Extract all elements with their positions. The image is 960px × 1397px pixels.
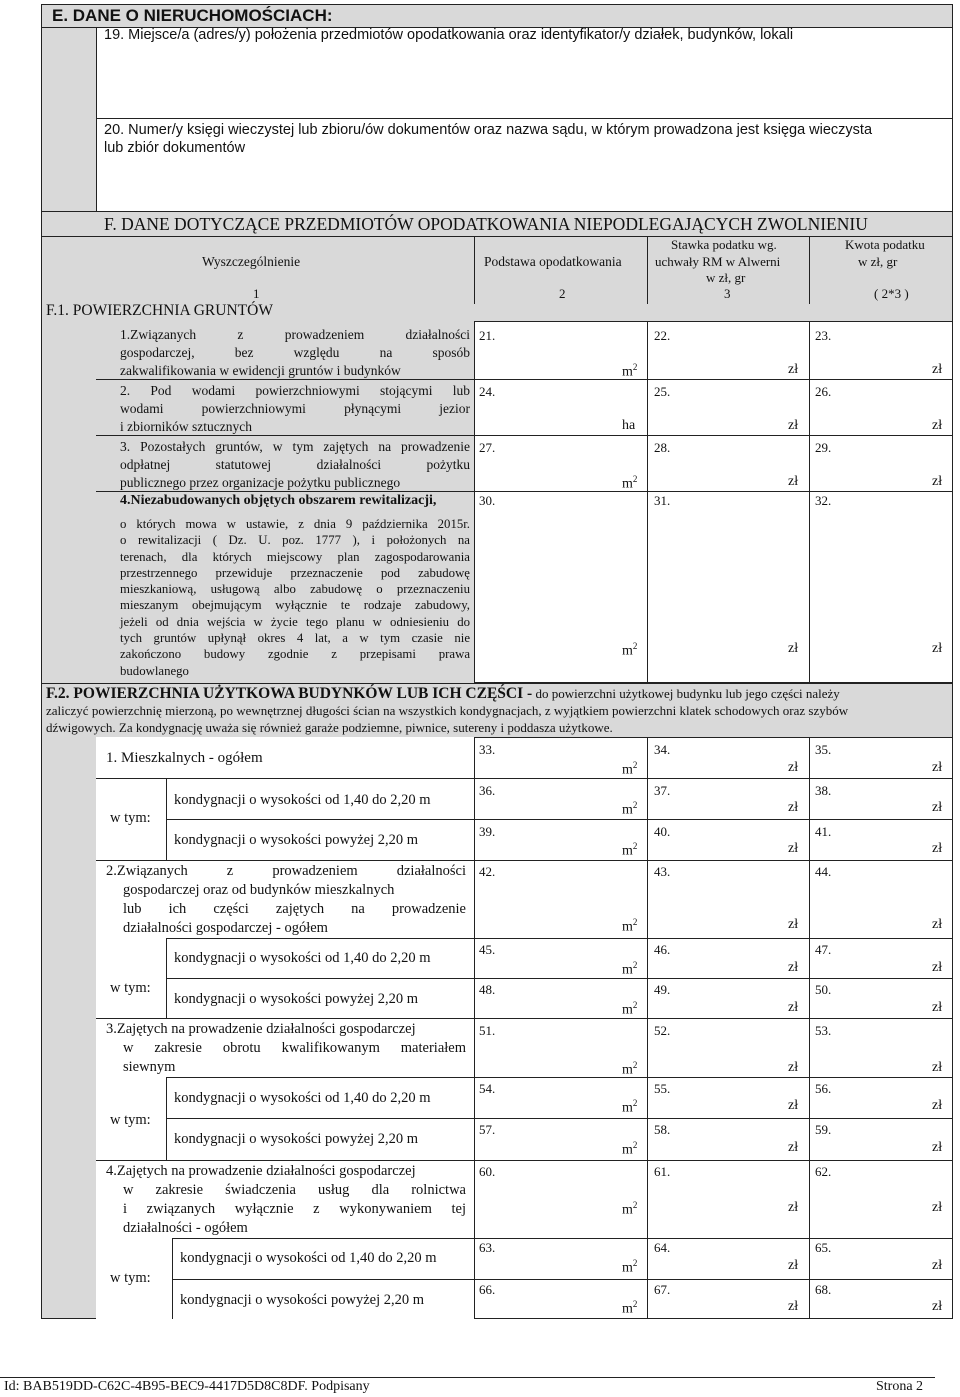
unit-base: [622, 1060, 637, 1079]
field-number: 33.: [479, 742, 496, 757]
field-number: 61.: [654, 1164, 671, 1179]
unit-currency: zł: [932, 1299, 943, 1314]
field-number: 54.: [479, 1081, 496, 1096]
unit-base: [622, 1098, 637, 1117]
unit-m: m: [622, 919, 633, 935]
f2-g3-line3: siewnym: [123, 1059, 176, 1075]
field-number: 67.: [654, 1282, 671, 1297]
unit-m: m: [622, 1100, 633, 1116]
field-number: 38.: [815, 783, 832, 798]
field-number: 26.: [815, 384, 832, 399]
unit-sup: 2: [632, 362, 638, 372]
unit-sup: 2: [632, 1060, 638, 1070]
field-19-label: 19. Miejsce/a (adres/y) położenia przedmiotów opodatkowania oraz identyfikator/y działek, budynków, lokali: [104, 27, 794, 43]
f1-row2-line3: i zbiorników sztucznych: [120, 419, 252, 434]
f2-g4-line3: i związanych wyłącznie z wykonywaniem tej: [123, 1201, 466, 1217]
footer-rule: [0, 1377, 935, 1378]
f1-row4-line7: jeżeli od dnia wejścia w życie tego planu w odniesieniu do: [120, 614, 470, 629]
field-number: 29.: [815, 440, 832, 455]
unit-sup: 2: [632, 1098, 638, 1108]
unit-currency: zł: [932, 1060, 943, 1075]
f1-row2-line2: wodami powierzchniowymi płynącymi jezior: [120, 401, 470, 416]
unit-currency: zł: [788, 418, 799, 433]
unit-currency: zł: [932, 841, 943, 856]
f2-g2-line2: gospodarczej oraz od budynków mieszkalnych: [123, 882, 395, 898]
f1-row1-line2: gospodarczej, bez względu na sposób: [120, 345, 470, 360]
unit-m: m: [622, 762, 633, 778]
f2-g4-sep: [172, 1238, 953, 1239]
field-number: 57.: [479, 1122, 496, 1137]
unit-currency: zł: [932, 474, 943, 489]
unit-sup: 2: [632, 1000, 638, 1010]
f1-row2-line1: 2. Pod wodami powierzchniowymi stojącymi lub: [120, 383, 470, 398]
field-number: 21.: [479, 328, 496, 343]
header-col2: Podstawa opodatkowania: [484, 254, 622, 269]
field-number: 41.: [815, 824, 832, 839]
field-number: 63.: [479, 1240, 496, 1255]
f1-input-area: [474, 321, 953, 683]
field-number: 40.: [654, 824, 671, 839]
unit-sup: 2: [632, 960, 638, 970]
f2-g3-top: [96, 1018, 953, 1019]
unit-sup: 2: [632, 641, 638, 651]
f2-g1-sub-sep: [166, 819, 953, 820]
f2-g2-line3: lub ich części zajętych na prowadzenie: [123, 901, 466, 917]
f2-g2-line4: działalności gospodarczej - ogółem: [123, 920, 328, 936]
unit-m: m: [622, 1142, 633, 1158]
header-divider-1: [474, 236, 475, 304]
f2-g3-sub-sep: [166, 1118, 953, 1119]
unit-currency: zł: [788, 917, 799, 932]
unit-base: [622, 800, 637, 819]
field-number: 43.: [654, 864, 671, 879]
unit-currency: zł: [788, 362, 799, 377]
unit-m: m: [622, 476, 633, 492]
f1-row1-line1: 1.Związanych z prowadzeniem działalności: [120, 327, 470, 342]
f1-row4-line6: mieszanym obejmującym wyłącznie te rodzaje zabudowy,: [120, 598, 470, 613]
unit-sup: 2: [632, 1140, 638, 1150]
f2-input-area: [474, 737, 953, 1319]
f1-col-line-1: [647, 321, 648, 683]
unit-currency: zł: [932, 760, 943, 775]
f1-row3-line1: 3. Pozostałych gruntów, w tym zajętych na prowadzenie: [120, 439, 470, 454]
f2-g4-top: [96, 1160, 953, 1161]
f2-g3-line1: 3.Zajętych na prowadzenie działalności gospodarczej: [106, 1021, 416, 1037]
field-number: 22.: [654, 328, 671, 343]
unit-currency: zł: [788, 960, 799, 975]
f1-row3-line2: odpłatnej statutowej działalności pożytku: [120, 457, 470, 472]
f1-bottom-line: [41, 683, 953, 684]
unit-base: [622, 1258, 637, 1277]
unit-sup: 2: [632, 1258, 638, 1268]
field-number: 39.: [479, 824, 496, 839]
header-col3-l1: Stawka podatku wg.: [671, 237, 777, 252]
colnum-3: 3: [724, 286, 731, 301]
f2-col-line-2: [809, 737, 810, 1319]
f1-row-line-2: [474, 435, 953, 436]
unit-base: [622, 917, 637, 936]
f2-g4-label: [106, 1162, 466, 1238]
unit-sup: 2: [632, 760, 638, 770]
f1-row4-body: [120, 516, 470, 679]
unit-currency: zł: [932, 1258, 943, 1273]
unit-currency: zł: [932, 1098, 943, 1113]
f2-g1-label: 1. Mieszkalnych - ogółem: [106, 750, 263, 766]
f1-row1-label: [120, 326, 470, 380]
unit-currency: zł: [932, 1140, 943, 1155]
field-number: 35.: [815, 742, 832, 757]
f1-row2-label: [120, 382, 470, 436]
header-col4-l2: w zł, gr: [858, 254, 898, 269]
header-divider-3: [809, 236, 810, 304]
field-number: 31.: [654, 493, 671, 508]
f2-g2-sub-high: kondygnacji o wysokości powyżej 2,20 m: [174, 991, 419, 1007]
header-divider-2: [647, 236, 648, 304]
unit-currency: zł: [788, 800, 799, 815]
unit-sup: 2: [632, 917, 638, 927]
unit-m: m: [622, 1002, 633, 1018]
unit-m: m: [622, 1202, 633, 1218]
f1-row4-title: 4.Niezabudowanych objętych obszarem rewitalizacji,: [120, 493, 437, 508]
field-number: 55.: [654, 1081, 671, 1096]
field-number: 49.: [654, 982, 671, 997]
f2-g3-wtym: w tym:: [110, 1112, 151, 1128]
unit-currency: zł: [788, 474, 799, 489]
f2-g1-wtym: w tym:: [110, 810, 151, 826]
colnum-4: ( 2*3 ): [874, 286, 909, 301]
f2-g2-label: [106, 862, 466, 938]
unit-sup: 2: [632, 474, 638, 484]
field-number: 25.: [654, 384, 671, 399]
f2-g2-line1: 2.Związanych z prowadzeniem działalności: [106, 863, 466, 879]
f1-row4-line8: tych gruntów upłynął okres 4 lat, a w tym czasie nie: [120, 631, 470, 646]
f1-row4-line3: terenach, dla których miejscowy plan zagospodarowania: [120, 549, 470, 564]
unit-base: [622, 474, 637, 493]
f2-intro-b: zaliczyć powierzchnię mierzoną, po wewnętrznej długości ścian na wszystkich kondygnacjach, z wyjątkiem powierzchni klatek schodowych oraz szybów: [46, 703, 849, 718]
f2-g4-sub-sep: [172, 1279, 953, 1280]
unit-currency: zł: [788, 1060, 799, 1075]
field-number: 27.: [479, 440, 496, 455]
unit-base: [622, 760, 637, 779]
footer-page: Strona 2: [876, 1379, 924, 1394]
unit-m: m: [622, 843, 633, 859]
field-number: 46.: [654, 942, 671, 957]
unit-currency: zł: [932, 960, 943, 975]
unit-sup: 2: [632, 1299, 638, 1309]
f1-sep-1: [96, 379, 474, 380]
f1-col-line-2: [809, 321, 810, 683]
unit-currency: zł: [932, 1200, 943, 1215]
header-top-line: [41, 236, 953, 237]
field-number: 34.: [654, 742, 671, 757]
footer-id: Id: BAB519DD-C62C-4B95-BEC9-4417D5D8C8DF. Podpisany: [4, 1379, 370, 1394]
f1-sep-2: [96, 435, 474, 436]
f1-row3-label: [120, 438, 470, 492]
unit-base: [622, 1140, 637, 1159]
f2-g2-top: [96, 860, 953, 861]
f2-g4-line1: 4.Zajętych na prowadzenie działalności gospodarczej: [106, 1163, 416, 1179]
field-number: 58.: [654, 1122, 671, 1137]
f2-g3-label: [106, 1020, 466, 1077]
f2-g2-sub-low: kondygnacji o wysokości od 1,40 do 2,20 m: [174, 950, 431, 966]
field-number: 53.: [815, 1023, 832, 1038]
unit-m: m: [622, 962, 633, 978]
field-number: 65.: [815, 1240, 832, 1255]
f1-row-line-3: [474, 491, 953, 492]
field-number: 66.: [479, 1282, 496, 1297]
unit-currency: zł: [932, 917, 943, 932]
unit-sup: 2: [632, 800, 638, 810]
unit-m: m: [622, 643, 633, 659]
unit-currency: zł: [788, 841, 799, 856]
unit-sup: 2: [632, 1200, 638, 1210]
colnum-2: 2: [559, 286, 566, 301]
unit-currency: zł: [788, 1200, 799, 1215]
unit-currency: zł: [788, 1140, 799, 1155]
f1-title: F.1. POWIERZCHNIA GRUNTÓW: [46, 302, 273, 319]
header-col1: Wyszczególnienie: [202, 254, 301, 269]
f2-g1-sub-low: kondygnacji o wysokości od 1,40 do 2,20 m: [174, 792, 431, 808]
f1-row4-line2: o rewitalizacji ( Dz. U. poz. 1777 ), i położonych na: [120, 533, 470, 548]
unit-base: [622, 960, 637, 979]
field-20-label-line1: 20. Numer/y księgi wieczystej lub zbioru/ów dokumentów oraz nazwa sądu, w którym prowadzona jest księga wieczysta: [104, 122, 873, 138]
field-number: 64.: [654, 1240, 671, 1255]
field-number: 56.: [815, 1081, 832, 1096]
unit-base: [622, 641, 637, 660]
f1-row4-line10: budowlanego: [120, 663, 189, 678]
header-col4-l1: Kwota podatku: [845, 237, 925, 252]
field-number: 62.: [815, 1164, 832, 1179]
f2-g3-sub-low: kondygnacji o wysokości od 1,40 do 2,20 m: [174, 1090, 431, 1106]
field-number: 42.: [479, 864, 496, 879]
unit-base: [622, 841, 637, 860]
field-number: 23.: [815, 328, 832, 343]
f1-row3-line3: publicznego przez organizacje pożytku publicznego: [120, 475, 401, 490]
colnum-1: 1: [253, 286, 260, 301]
field-number: 52.: [654, 1023, 671, 1038]
unit-m: m: [622, 802, 633, 818]
f2-intro-c: dźwigowych. Za kondygnację uważa się również garaże podziemne, piwnice, sutereny i poddasza użytkowe.: [46, 720, 613, 735]
f2-g4-sub-high: kondygnacji o wysokości powyżej 2,20 m: [180, 1292, 425, 1308]
f1-row4-line4: przestrzennego przewiduje przeznaczenie pod zabudowę: [120, 565, 470, 580]
unit-currency: zł: [932, 641, 943, 656]
header-col3-l2: uchwały RM w Alwerni: [655, 254, 781, 269]
field-number: 48.: [479, 982, 496, 997]
field-number: 30.: [479, 493, 496, 508]
f2-intro-a: do powierzchni użytkowej budynku lub jego części należy: [532, 686, 840, 701]
unit-currency: zł: [932, 800, 943, 815]
field-number: 59.: [815, 1122, 832, 1137]
unit-m: m: [622, 364, 633, 380]
unit-currency: zł: [932, 362, 943, 377]
field-number: 37.: [654, 783, 671, 798]
field-number: 44.: [815, 864, 832, 879]
f2-g4-wtym: w tym:: [110, 1270, 151, 1286]
f2-g2-wtym: w tym:: [110, 980, 151, 996]
f2-intro: [46, 685, 950, 736]
field-number: 50.: [815, 982, 832, 997]
f1-row-line-1: [474, 379, 953, 380]
f2-g4-line4: działalności - ogółem: [123, 1220, 248, 1236]
f2-g2-sep: [166, 938, 953, 939]
unit-sup: 2: [632, 841, 638, 851]
f2-g3-sub-high: kondygnacji o wysokości powyżej 2,20 m: [174, 1131, 419, 1147]
section-e-title: E. DANE O NIERUCHOMOŚCIACH:: [52, 6, 333, 25]
unit-currency: zł: [788, 1098, 799, 1113]
field-20-label-line2: lub zbiór dokumentów: [104, 140, 246, 156]
field-number: 45.: [479, 942, 496, 957]
f1-row4-line9: zakończono budowy zgodnie z przepisami prawa: [120, 647, 470, 662]
field-number: 68.: [815, 1282, 832, 1297]
unit-base: ha: [622, 418, 636, 433]
f2-g4-sub-low: kondygnacji o wysokości od 1,40 do 2,20 m: [180, 1250, 437, 1266]
f2-g1-sub-high: kondygnacji o wysokości powyżej 2,20 m: [174, 832, 419, 848]
unit-currency: zł: [788, 641, 799, 656]
f2-g3-line2: w zakresie obrotu kwalifikowanym materiałem: [123, 1040, 466, 1056]
unit-currency: zł: [932, 1000, 943, 1015]
unit-base: [622, 362, 637, 381]
unit-base: [622, 1000, 637, 1019]
f2-title: F.2. POWIERZCHNIA UŻYTKOWA BUDYNKÓW LUB ICH CZĘŚCI -: [46, 685, 533, 702]
unit-m: m: [622, 1260, 633, 1276]
unit-currency: zł: [788, 1299, 799, 1314]
section-e-left-strip: [41, 27, 97, 212]
unit-currency: zł: [788, 760, 799, 775]
field-number: 28.: [654, 440, 671, 455]
unit-currency: zł: [932, 418, 943, 433]
field-number: 47.: [815, 942, 832, 957]
unit-currency: zł: [788, 1258, 799, 1273]
f2-g2-sub-sep: [166, 978, 953, 979]
f1-row4-line1: o których mowa w ustawie, z dnia 9 października 2015r.: [120, 517, 470, 531]
unit-base: [622, 1200, 637, 1219]
field-number: 51.: [479, 1023, 496, 1038]
f2-g3-sep: [166, 1077, 953, 1078]
f1-row4-line5: mieszkaniową, usługową albo zabudowę o przeznaczeniu: [120, 582, 470, 597]
section-f-title: F. DANE DOTYCZĄCE PRZEDMIOTÓW OPODATKOWANIA NIEPODLEGAJĄCYCH ZWOLNIENIU: [104, 214, 868, 234]
header-col3-l3: w zł, gr: [706, 270, 746, 285]
f2-g4-line2: w zakresie świadczenia usług dla rolnictwa: [123, 1182, 466, 1198]
f1-row1-line3: zakwalifikowania w ewidencji gruntów i budynków: [120, 363, 401, 378]
f2-g1-sep: [96, 778, 953, 779]
field-number: 24.: [479, 384, 496, 399]
field-number: 32.: [815, 493, 832, 508]
f2-col-line-1: [647, 737, 648, 1319]
field-number: 60.: [479, 1164, 496, 1179]
field-number: 36.: [479, 783, 496, 798]
unit-currency: zł: [788, 1000, 799, 1015]
unit-m: m: [622, 1062, 633, 1078]
f1-sep-3: [96, 491, 474, 492]
unit-base: [622, 1299, 637, 1318]
unit-m: m: [622, 1301, 633, 1317]
